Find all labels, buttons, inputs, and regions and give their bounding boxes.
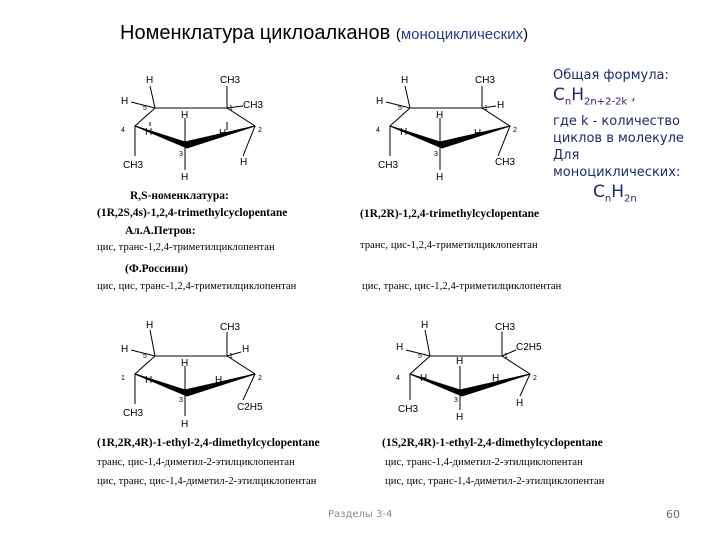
bond-line: [405, 86, 410, 108]
substituent-label: C2H5: [237, 402, 263, 413]
substituent-label: CH3: [378, 160, 399, 171]
ring-back-face: [135, 108, 255, 144]
substituent-label: H: [181, 419, 189, 430]
substituent-label: CH3: [495, 157, 516, 168]
substituent-label: H: [242, 344, 250, 355]
ring-atom-number: 4: [396, 375, 400, 382]
substituent-label: H: [420, 373, 428, 384]
ring-front-wedge: [135, 126, 255, 148]
ring-back-face: [135, 356, 255, 392]
substituent-label: H: [492, 373, 500, 384]
structure-1: [115, 72, 275, 182]
substituent-label: C2H5: [516, 342, 542, 353]
ring-atom-number: 1: [484, 105, 488, 112]
formula-heading: Общая формула:: [553, 68, 669, 83]
substituent-label: H: [474, 128, 482, 139]
substituent-label: H: [181, 358, 189, 369]
bond-line: [520, 374, 530, 396]
substituent-label: H: [121, 344, 129, 355]
ring-atom-number: 2: [513, 127, 517, 134]
ring-atom-number: 3: [454, 397, 458, 404]
structure-2-petrov-name: транс, цис-1,2,4-триметилциклопентан: [360, 240, 538, 251]
substituent-label: CH3: [243, 100, 264, 111]
structure-1-petrov-name: цис, транс-1,2,4-триметилциклопентан: [97, 242, 275, 253]
slide-title: [120, 22, 528, 45]
substituent-label: CH3: [475, 75, 496, 86]
ring-atom-number: 5: [143, 353, 147, 360]
bond-line: [150, 330, 155, 356]
substituent-label: H: [376, 96, 384, 107]
structure-3-name-2: цис, транс, цис-1,4-диметил-2-этилциклопентан: [97, 476, 317, 487]
substituent-label: H: [400, 127, 408, 138]
section-footer: Разделы 3-4: [328, 509, 393, 520]
substituent-label: CH3: [123, 408, 144, 419]
petrov-heading: Ал.А.Петров:: [125, 225, 196, 237]
substituent-label: H: [456, 356, 464, 367]
monocyclic-formula: $C_nH_{2n}$: [593, 182, 637, 205]
substituent-label: H: [181, 110, 189, 121]
substituent-label: H: [396, 342, 404, 353]
substituent-label: H: [146, 320, 154, 331]
substituent-label: H: [401, 75, 409, 86]
ring-atom-number: 3: [179, 397, 183, 404]
title-subtitle: (моноциклических): [395, 26, 529, 43]
structure-2: [370, 72, 530, 182]
ring-front-wedge: [390, 126, 510, 148]
substituent-label: H: [181, 172, 189, 183]
ring-atom-number: 2: [258, 127, 262, 134]
bond-line: [243, 374, 255, 400]
formula-note-4: моноциклических:: [553, 165, 681, 181]
structure-4-name-1: цис, транс-1,4-диметил-2-этилциклопентан: [385, 457, 583, 468]
structure-3-rs-name: (1R,2R,4R)-1-ethyl-2,4-dimethylcyclopentane: [97, 437, 320, 449]
structure-4: [390, 320, 550, 430]
rs-nomenclature-heading: R,S-номенклатура:: [130, 190, 229, 202]
substituent-label: CH3: [220, 75, 241, 86]
ring-atom-number: 3: [434, 151, 438, 158]
ring-atom-number: 2: [258, 375, 262, 382]
ring-atom-number: 1: [229, 353, 233, 360]
ring-front-wedge: [410, 374, 530, 396]
rossini-heading: (Ф.Россини): [125, 263, 188, 275]
ring-atom-number: 5: [398, 105, 402, 112]
structure-4-rs-name: (1S,2R,4R)-1-ethyl-2,4-dimethylcyclopentane: [382, 437, 603, 449]
ring-atom-number: 4: [376, 127, 380, 134]
substituent-label: H: [145, 375, 153, 386]
structure-2-rs-name: (1R,2R)-1,2,4-trimethylcyclopentane: [360, 208, 540, 220]
general-formula: $C_nH_{2n+2-2k}$ ,: [553, 85, 636, 108]
ring-back-face: [390, 108, 510, 144]
substituent-label: CH3: [495, 322, 516, 333]
substituent-label: CH3: [220, 322, 241, 333]
title-main: Номенклатура циклоалканов: [120, 22, 391, 44]
formula-note-1: где k - количество: [553, 114, 681, 130]
substituent-label: CH3: [398, 404, 419, 415]
ring-back-face: [410, 356, 530, 392]
structure-4-name-2: цис, цис, транс-1,4-диметил-2-этилциклопентан: [385, 476, 605, 487]
formula-note-2: циклов в молекуле: [553, 131, 684, 147]
substituent-label: H: [146, 75, 154, 86]
substituent-label: H: [436, 110, 444, 121]
ring-atom-number: 5: [143, 105, 147, 112]
bond-line: [425, 330, 430, 356]
ring-atom-number: 5: [418, 353, 422, 360]
ring-front-wedge: [135, 374, 255, 396]
substituent-label: CH3: [123, 160, 144, 171]
bond-line: [243, 126, 255, 156]
structure-3: [115, 320, 275, 430]
general-formula-block: [553, 67, 713, 211]
substituent-label: H: [215, 375, 223, 386]
structure-3-name-1: транс, цис-1,4-диметил-2-этилциклопентан: [97, 457, 295, 468]
substituent-label: H: [121, 96, 129, 107]
bond-line: [498, 126, 510, 156]
structure-2-rossini-name: цис, транс, цис-1,2,4-триметилциклопентан: [362, 281, 562, 292]
formula-note-3: Для: [553, 148, 580, 164]
substituent-label: H: [421, 320, 429, 331]
structure-1-rossini-name: цис, цис, транс-1,2,4-триметилциклопентан: [97, 281, 297, 292]
substituent-label: H: [240, 157, 248, 168]
substituent-label: H: [456, 412, 464, 423]
ring-atom-number: 3: [179, 151, 183, 158]
substituent-label: H: [516, 398, 524, 409]
ring-atom-number: 1: [504, 353, 508, 360]
ring-atom-number: 1: [121, 375, 125, 382]
structure-1-rs-name: (1R,2S,4s)-1,2,4-trimethylcyclopentane: [97, 207, 288, 219]
ring-atom-number: 4: [121, 127, 125, 134]
substituent-label: H: [497, 100, 505, 111]
page-number: 60: [666, 508, 680, 521]
substituent-label: H: [145, 127, 153, 138]
bond-line: [150, 86, 155, 108]
ring-atom-number: 1: [229, 105, 233, 112]
substituent-label: H: [219, 128, 227, 139]
substituent-label: H: [436, 172, 444, 183]
ring-atom-number: 2: [533, 375, 537, 382]
